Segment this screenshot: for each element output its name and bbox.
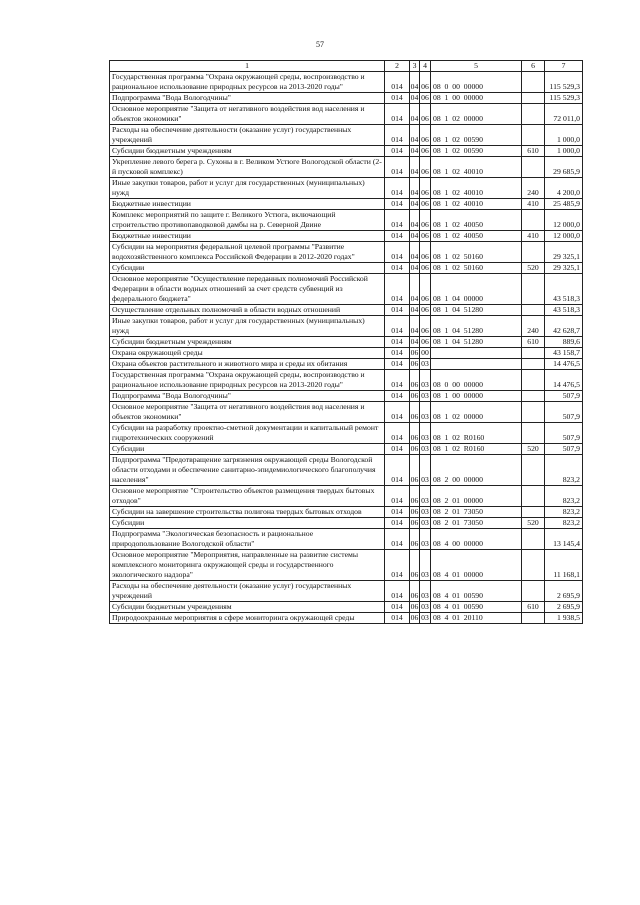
row-target-article-cell: 08 1 02 00590 [431, 146, 522, 157]
row-subsection-cell: 00 [421, 348, 429, 357]
row-section-cell: 04 [410, 178, 420, 199]
row-expense-type-cell [522, 305, 545, 316]
row-subsection-cell: 03 [420, 529, 431, 550]
table-row [110, 104, 583, 125]
row-amount-cell: 43 518,3 [545, 305, 583, 316]
row-code-cell: 014 [385, 210, 410, 231]
table-row [110, 337, 583, 348]
table-row [110, 613, 583, 624]
table-row [110, 157, 583, 178]
row-code-cell: 014 [385, 178, 410, 199]
row-subsection-cell: 06 [420, 242, 431, 263]
row-section-cell: 06 [410, 581, 420, 602]
row-target-article-cell: 08 1 02 00000 [431, 104, 522, 125]
row-amount-cell: 42 628,7 [545, 316, 583, 337]
row-amount-cell: 43 158,7 [545, 348, 583, 359]
header-cell-target-article: 5 [431, 61, 522, 72]
table-header-row [110, 61, 583, 72]
row-name-cell: Основное мероприятие "Защита от негативного воздействия вод населения и объектов экономики" [110, 104, 385, 125]
row-target-article-cell: 08 1 02 40010 [431, 178, 522, 199]
row-name-cell: Бюджетные инвестиции [110, 231, 385, 242]
row-target-article-cell: 08 1 00 00000 [431, 391, 522, 402]
table-row [110, 72, 583, 93]
row-section-cell: 04 [410, 93, 419, 102]
row-name-cell: Субсидии [110, 263, 385, 274]
row-code-cell: 014 [385, 518, 410, 529]
header-cell-expense-type: 6 [522, 61, 545, 72]
row-section-cell: 04 [410, 231, 419, 240]
row-code-cell: 014 [385, 359, 410, 370]
row-name-cell: Охрана объектов растительного и животного мира и среды их обитания [110, 359, 385, 370]
table-row [110, 602, 583, 613]
row-expense-type-cell [522, 613, 545, 624]
row-subsection-cell: 06 [420, 316, 431, 337]
table-row [110, 125, 583, 146]
row-subsection-cell: 03 [420, 455, 431, 486]
row-expense-type-cell [522, 104, 545, 125]
row-section-cell: 04 [410, 242, 420, 263]
row-expense-type-cell [522, 348, 545, 359]
row-subsection-cell: 06 [421, 305, 429, 314]
row-section-cell: 04 [410, 305, 419, 314]
row-name-cell: Субсидии бюджетным учреждениям [110, 337, 385, 348]
row-amount-cell: 29 685,9 [545, 157, 583, 178]
row-section-cell: 06 [410, 518, 419, 527]
table-row [110, 486, 583, 507]
row-amount-cell: 507,9 [545, 402, 583, 423]
table-row [110, 199, 583, 210]
row-subsection-cell: 03 [421, 359, 429, 368]
row-name-cell: Основное мероприятие "Осуществление переданных полномочий Российской Федерации в области водных отношений за счет средств субвенций из федерального бюджета" [110, 274, 385, 305]
table-row [110, 146, 583, 157]
row-name-cell: Расходы на обеспечение деятельности (оказание услуг) государственных учреждений [110, 125, 385, 146]
row-name-cell: Иные закупки товаров, работ и услуг для государственных (муниципальных) нужд [110, 178, 385, 199]
row-amount-cell: 25 485,9 [545, 199, 583, 210]
row-name-cell: Подпрограмма "Вода Вологодчины" [110, 93, 385, 104]
table-row [110, 518, 583, 529]
row-amount-cell: 115 529,3 [545, 72, 583, 93]
row-name-cell: Иные закупки товаров, работ и услуг для государственных (муниципальных) нужд [110, 316, 385, 337]
row-target-article-cell: 08 1 04 51280 [431, 305, 522, 316]
row-name-cell: Основное мероприятие "Мероприятия, направленные на развитие системы комплексного мониторинга окружающей среды и государственного экологического надзора" [110, 550, 385, 581]
table-row [110, 178, 583, 199]
row-subsection-cell: 03 [421, 444, 429, 453]
row-section-cell: 04 [410, 274, 420, 305]
row-code-cell: 014 [385, 455, 410, 486]
row-amount-cell: 1 938,5 [545, 613, 583, 624]
row-code-cell: 014 [385, 529, 410, 550]
row-expense-type-cell: 240 [522, 316, 545, 337]
table-row [110, 550, 583, 581]
row-name-cell: Укрепление левого берега р. Сухоны в г. Великом Устюге Вологодской области (2-й пусковой комплекс) [110, 157, 385, 178]
row-expense-type-cell [522, 72, 545, 93]
row-name-cell: Субсидии бюджетным учреждениям [110, 146, 385, 157]
row-subsection-cell: 06 [421, 199, 429, 208]
row-section-cell: 04 [410, 104, 420, 125]
row-section-cell: 06 [410, 529, 420, 550]
row-section-cell: 04 [410, 210, 420, 231]
row-code-cell: 014 [385, 444, 410, 455]
row-name-cell: Субсидии на мероприятия федеральной целевой программы "Развитие водохозяйственного комплекса Российской Федерации в 2012-2020 годах" [110, 242, 385, 263]
row-amount-cell: 29 325,1 [545, 242, 583, 263]
table-row [110, 444, 583, 455]
row-amount-cell: 507,9 [545, 391, 583, 402]
row-subsection-cell: 03 [420, 423, 431, 444]
row-amount-cell: 43 518,3 [545, 274, 583, 305]
row-code-cell: 014 [385, 157, 410, 178]
row-target-article-cell: 08 1 02 50160 [431, 242, 522, 263]
row-name-cell: Основное мероприятие "Защита от негативного воздействия вод населения и объектов экономики" [110, 402, 385, 423]
row-target-article-cell: 08 4 01 20110 [431, 613, 522, 624]
row-expense-type-cell [522, 581, 545, 602]
row-code-cell: 014 [385, 550, 410, 581]
row-code-cell: 014 [385, 72, 410, 93]
table-row [110, 455, 583, 486]
row-subsection-cell: 06 [421, 337, 429, 346]
row-name-cell: Подпрограмма "Экологическая безопасность и рациональное природопользование Вологодской области" [110, 529, 385, 550]
row-section-cell: 06 [410, 613, 419, 622]
row-expense-type-cell [522, 402, 545, 423]
row-section-cell: 06 [410, 507, 419, 516]
row-amount-cell: 507,9 [545, 444, 583, 455]
table-row [110, 305, 583, 316]
row-expense-type-cell [522, 370, 545, 391]
table-row [110, 348, 583, 359]
row-amount-cell: 823,2 [545, 486, 583, 507]
table-row [110, 581, 583, 602]
row-expense-type-cell [522, 125, 545, 146]
row-code-cell: 014 [385, 391, 410, 402]
row-target-article-cell [431, 348, 522, 359]
budget-table [109, 60, 583, 624]
row-name-cell: Комплекс мероприятий по защите г. Великого Устюга, включающий строительство противопаводковой дамбы на р. Северной Двине [110, 210, 385, 231]
row-section-cell: 06 [410, 348, 419, 357]
row-section-cell: 04 [410, 199, 419, 208]
row-code-cell: 014 [385, 486, 410, 507]
row-expense-type-cell: 610 [522, 337, 545, 348]
row-expense-type-cell [522, 93, 545, 104]
row-subsection-cell: 06 [420, 104, 431, 125]
row-amount-cell: 72 011,0 [545, 104, 583, 125]
row-code-cell: 014 [385, 242, 410, 263]
row-code-cell: 014 [385, 581, 410, 602]
row-name-cell: Бюджетные инвестиции [110, 199, 385, 210]
row-subsection-cell: 06 [420, 125, 431, 146]
row-target-article-cell: 08 1 02 50160 [431, 263, 522, 274]
row-target-article-cell: 08 0 00 00000 [431, 370, 522, 391]
row-amount-cell: 507,9 [545, 423, 583, 444]
row-expense-type-cell [522, 423, 545, 444]
table-row [110, 93, 583, 104]
row-subsection-cell: 06 [421, 263, 429, 272]
row-expense-type-cell: 610 [522, 146, 545, 157]
row-target-article-cell: 08 1 02 40010 [431, 157, 522, 178]
row-subsection-cell: 06 [420, 72, 431, 93]
row-code-cell: 014 [385, 93, 410, 104]
row-name-cell: Подпрограмма "Предотвращение загрязнения окружающей среды Вологодской области отходами и обеспечение санитарно-эпидемиологического благополучия населения" [110, 455, 385, 486]
row-expense-type-cell: 410 [522, 231, 545, 242]
row-expense-type-cell [522, 242, 545, 263]
row-code-cell: 014 [385, 125, 410, 146]
row-amount-cell: 13 145,4 [545, 529, 583, 550]
row-section-cell: 06 [410, 402, 420, 423]
row-target-article-cell: 08 1 02 40050 [431, 231, 522, 242]
table-row [110, 210, 583, 231]
row-target-article-cell: 08 2 01 73050 [431, 507, 522, 518]
row-subsection-cell: 06 [421, 93, 429, 102]
row-section-cell: 04 [410, 337, 419, 346]
table-row [110, 370, 583, 391]
row-section-cell: 06 [410, 370, 420, 391]
row-amount-cell: 14 476,5 [545, 359, 583, 370]
row-section-cell: 06 [410, 602, 419, 611]
row-code-cell: 014 [385, 199, 410, 210]
row-subsection-cell: 03 [420, 486, 431, 507]
row-code-cell: 014 [385, 104, 410, 125]
row-code-cell: 014 [385, 305, 410, 316]
row-section-cell: 04 [410, 263, 419, 272]
row-code-cell: 014 [385, 146, 410, 157]
row-name-cell: Основное мероприятие "Строительство объектов размещения твердых бытовых отходов" [110, 486, 385, 507]
row-amount-cell: 14 476,5 [545, 370, 583, 391]
row-name-cell: Субсидии [110, 444, 385, 455]
row-amount-cell: 29 325,1 [545, 263, 583, 274]
table-row [110, 529, 583, 550]
row-expense-type-cell [522, 391, 545, 402]
table-body [110, 72, 583, 624]
row-target-article-cell: 08 1 02 00590 [431, 125, 522, 146]
row-name-cell: Государственная программа "Охрана окружающей среды, воспроизводство и рациональное использование природных ресурсов на 2013-2020 годы" [110, 72, 385, 93]
row-name-cell: Расходы на обеспечение деятельности (оказание услуг) государственных учреждений [110, 581, 385, 602]
row-expense-type-cell: 610 [522, 602, 545, 613]
row-section-cell: 04 [410, 316, 420, 337]
row-code-cell: 014 [385, 274, 410, 305]
row-amount-cell: 1 000,0 [545, 125, 583, 146]
row-amount-cell: 1 000,0 [545, 146, 583, 157]
row-expense-type-cell: 520 [522, 444, 545, 455]
row-section-cell: 06 [410, 391, 419, 400]
table-row [110, 242, 583, 263]
row-expense-type-cell [522, 455, 545, 486]
row-target-article-cell: 08 1 02 R0160 [431, 423, 522, 444]
header-cell-amount: 7 [545, 61, 583, 72]
row-name-cell: Осуществление отдельных полномочий в области водных отношений [110, 305, 385, 316]
row-subsection-cell: 06 [420, 274, 431, 305]
row-amount-cell: 12 000,0 [545, 210, 583, 231]
row-subsection-cell: 06 [420, 157, 431, 178]
row-code-cell: 014 [385, 263, 410, 274]
row-code-cell: 014 [385, 316, 410, 337]
row-subsection-cell: 06 [420, 178, 431, 199]
row-amount-cell: 823,2 [545, 518, 583, 529]
row-subsection-cell: 03 [421, 507, 429, 516]
header-cell-section: 3 [410, 61, 420, 72]
row-code-cell: 014 [385, 231, 410, 242]
row-section-cell: 06 [410, 423, 420, 444]
row-target-article-cell [431, 359, 522, 370]
row-amount-cell: 2 695,9 [545, 581, 583, 602]
row-target-article-cell: 08 1 00 00000 [431, 93, 522, 104]
row-subsection-cell: 03 [421, 518, 429, 527]
row-target-article-cell: 08 4 01 00590 [431, 581, 522, 602]
row-subsection-cell: 03 [421, 602, 429, 611]
row-code-cell: 014 [385, 337, 410, 348]
table-row [110, 359, 583, 370]
row-expense-type-cell: 520 [522, 263, 545, 274]
row-target-article-cell: 08 1 02 40050 [431, 210, 522, 231]
row-amount-cell: 12 000,0 [545, 231, 583, 242]
row-target-article-cell: 08 4 01 00590 [431, 602, 522, 613]
row-code-cell: 014 [385, 613, 410, 624]
row-code-cell: 014 [385, 370, 410, 391]
row-code-cell: 014 [385, 402, 410, 423]
row-target-article-cell: 08 1 04 51280 [431, 316, 522, 337]
row-target-article-cell: 08 2 01 00000 [431, 486, 522, 507]
row-subsection-cell: 03 [420, 581, 431, 602]
row-name-cell: Охрана окружающей среды [110, 348, 385, 359]
row-amount-cell: 11 168,1 [545, 550, 583, 581]
header-cell-code: 2 [385, 61, 410, 72]
row-expense-type-cell [522, 550, 545, 581]
header-cell-name: 1 [110, 61, 385, 72]
row-section-cell: 04 [410, 157, 420, 178]
row-amount-cell: 2 695,9 [545, 602, 583, 613]
table-row [110, 231, 583, 242]
row-expense-type-cell: 520 [522, 518, 545, 529]
row-subsection-cell: 03 [420, 370, 431, 391]
page-number: 57 [316, 40, 324, 49]
row-name-cell: Субсидии [110, 518, 385, 529]
row-target-article-cell: 08 1 02 40010 [431, 199, 522, 210]
table-row [110, 274, 583, 305]
row-target-article-cell: 08 1 04 00000 [431, 274, 522, 305]
row-target-article-cell: 08 1 04 51280 [431, 337, 522, 348]
row-name-cell: Субсидии на разработку проектно-сметной документации и капитальный ремонт гидротехнических сооружений [110, 423, 385, 444]
row-name-cell: Субсидии бюджетным учреждениям [110, 602, 385, 613]
row-amount-cell: 823,2 [545, 455, 583, 486]
row-subsection-cell: 03 [420, 402, 431, 423]
row-section-cell: 04 [410, 146, 419, 155]
header-cell-subsection: 4 [420, 61, 431, 72]
row-section-cell: 04 [410, 72, 420, 93]
row-target-article-cell: 08 4 01 00000 [431, 550, 522, 581]
row-amount-cell: 823,2 [545, 507, 583, 518]
row-target-article-cell: 08 1 02 R0160 [431, 444, 522, 455]
row-target-article-cell: 08 0 00 00000 [431, 72, 522, 93]
row-section-cell: 06 [410, 444, 419, 453]
row-code-cell: 014 [385, 602, 410, 613]
row-target-article-cell: 08 1 02 00000 [431, 402, 522, 423]
row-expense-type-cell [522, 529, 545, 550]
row-target-article-cell: 08 2 01 73050 [431, 518, 522, 529]
row-expense-type-cell [522, 359, 545, 370]
table-row [110, 391, 583, 402]
row-code-cell: 014 [385, 507, 410, 518]
row-subsection-cell: 06 [420, 210, 431, 231]
row-section-cell: 04 [410, 125, 420, 146]
row-section-cell: 06 [410, 550, 420, 581]
row-expense-type-cell [522, 486, 545, 507]
row-amount-cell: 4 200,0 [545, 178, 583, 199]
row-subsection-cell: 03 [421, 613, 429, 622]
row-expense-type-cell [522, 507, 545, 518]
row-section-cell: 06 [410, 455, 420, 486]
row-expense-type-cell: 410 [522, 199, 545, 210]
row-target-article-cell: 08 2 00 00000 [431, 455, 522, 486]
table-row [110, 423, 583, 444]
row-amount-cell: 115 529,3 [545, 93, 583, 104]
row-target-article-cell: 08 4 00 00000 [431, 529, 522, 550]
row-subsection-cell: 06 [421, 146, 429, 155]
row-expense-type-cell [522, 274, 545, 305]
row-expense-type-cell [522, 210, 545, 231]
row-name-cell: Природоохранные мероприятия в сфере мониторинга окружающей среды [110, 613, 385, 624]
row-amount-cell: 889,6 [545, 337, 583, 348]
row-section-cell: 06 [410, 359, 419, 368]
row-expense-type-cell: 240 [522, 178, 545, 199]
table-row [110, 507, 583, 518]
row-name-cell: Подпрограмма "Вода Вологодчины" [110, 391, 385, 402]
row-name-cell: Субсидии на завершение строительства полигона твердых бытовых отходов [110, 507, 385, 518]
row-subsection-cell: 03 [421, 391, 429, 400]
row-section-cell: 06 [410, 486, 420, 507]
table-row [110, 316, 583, 337]
row-name-cell: Государственная программа "Охрана окружающей среды, воспроизводство и рациональное использование природных ресурсов на 2013-2020 годы" [110, 370, 385, 391]
row-expense-type-cell [522, 157, 545, 178]
row-code-cell: 014 [385, 423, 410, 444]
row-subsection-cell: 03 [420, 550, 431, 581]
table-row [110, 402, 583, 423]
row-code-cell: 014 [385, 348, 410, 359]
table-row [110, 263, 583, 274]
row-subsection-cell: 06 [421, 231, 429, 240]
